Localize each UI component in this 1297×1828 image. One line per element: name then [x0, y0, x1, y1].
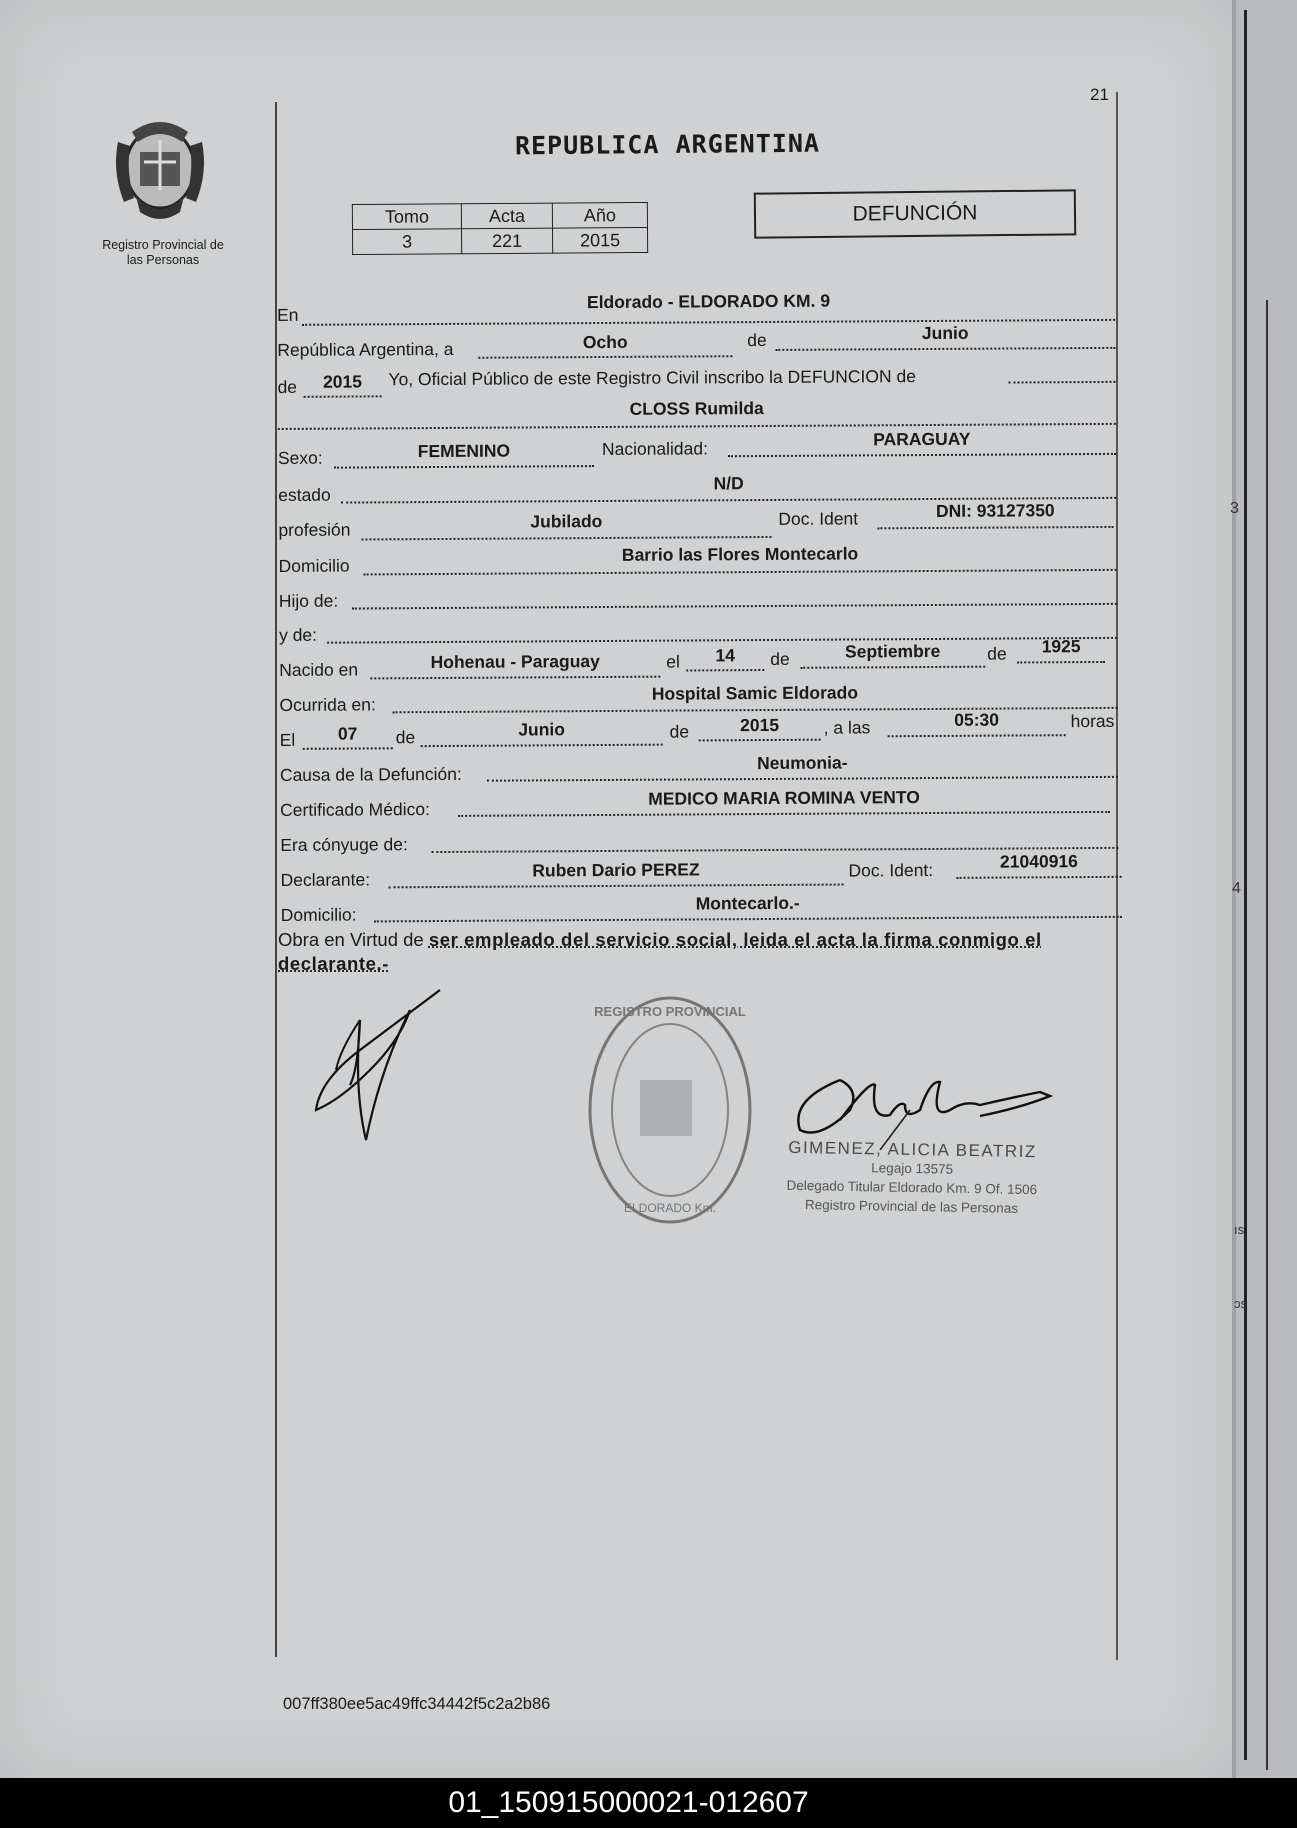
value-nac-dia: 14	[715, 645, 735, 666]
value-fallecido: CLOSS Rumilda	[629, 398, 764, 419]
label-profesion: profesión	[278, 519, 351, 540]
label-domicilio: Domicilio	[278, 555, 350, 576]
value-def-anio: 2015	[740, 714, 780, 736]
svg-text:ELDORADO Km.: ELDORADO Km.	[623, 1201, 717, 1215]
label-ocurrida-en: Ocurrida en:	[279, 694, 376, 715]
dotted-line	[389, 884, 844, 889]
document-hash: 007ff380ee5ac49ffc34442f5c2a2b86	[283, 1695, 551, 1713]
dotted-line	[374, 916, 1122, 923]
label-nacido-en: Nacido en	[279, 659, 359, 680]
value-nac-anio: 1925	[1041, 636, 1081, 657]
obra-prefix: Obra en Virtud de	[278, 929, 424, 950]
label-certificado: Certificado Médico:	[280, 799, 430, 820]
dotted-line	[364, 569, 1117, 576]
value-nac-mes: Septiembre	[844, 640, 941, 662]
dotted-line	[458, 811, 1110, 817]
value-def-mes: Junio	[518, 719, 566, 740]
value-def-dia: 07	[337, 723, 358, 744]
dotted-line	[352, 603, 1117, 610]
value-nacionalidad: PARAGUAY	[873, 428, 971, 450]
value-acta: 221	[462, 228, 553, 254]
label-sexo: Sexo:	[277, 447, 323, 468]
label-a-las: , a las	[823, 717, 871, 738]
official-cargo: Delegado Titular Eldorado Km. 9 Of. 1506	[786, 1177, 1038, 1198]
page-number: 21	[1090, 85, 1109, 104]
value-estado: N/D	[713, 473, 744, 494]
value-mes-registro: Junio	[921, 322, 969, 344]
label-inscribo: Yo, Oficial Público de este Registro Civil inscribo la DEFUNCION de	[388, 366, 917, 390]
label-de-year: de	[277, 376, 298, 397]
label-el-cap: El	[279, 729, 296, 750]
label-nacionalidad: Nacionalidad:	[601, 438, 709, 460]
label-domicilio-declarante: Domicilio:	[280, 904, 357, 925]
value-tomo: 3	[353, 229, 462, 255]
label-y-de: y de:	[278, 624, 318, 645]
value-anio: 2015	[552, 227, 647, 253]
label-doc-ident: Doc. Ident	[778, 508, 859, 529]
file-id: 01_150915000021-012607	[448, 1786, 809, 1819]
dotted-line	[877, 526, 1113, 529]
header-anio: Año	[552, 202, 647, 228]
record-type-box: DEFUNCIÓN	[754, 189, 1076, 238]
dotted-line	[686, 669, 764, 671]
official-registro: Registro Provincial de las Personas	[804, 1197, 1019, 1216]
dotted-line	[957, 876, 1122, 879]
dotted-line	[699, 739, 821, 742]
registry-seal-stamp	[580, 990, 760, 1230]
official-signature	[780, 1060, 1060, 1150]
declarant-signature	[300, 960, 460, 1150]
official-name: GIMENEZ, ALICIA BEATRIZ	[788, 1137, 1037, 1162]
label-hijo-de: Hijo de:	[278, 590, 339, 611]
dotted-line	[1009, 381, 1116, 384]
label-de: de	[987, 643, 1007, 664]
value-nacido-en: Hohenau - Paraguay	[430, 651, 600, 673]
dotted-line	[888, 734, 1066, 737]
value-profesion: Jubilado	[530, 511, 603, 532]
obra-text: ser empleado del servicio social, leida el acta la firma conmigo el declarante.-	[278, 929, 1042, 974]
label-doc-ident-declarante: Doc. Ident:	[848, 859, 934, 881]
value-conyuge	[431, 822, 1118, 826]
header-acta: Acta	[461, 203, 552, 229]
value-lugar: Eldorado - ELDORADO KM. 9	[586, 290, 831, 313]
value-certificado: MEDICO MARIA ROMINA VENTO	[648, 787, 920, 809]
label-el: el	[666, 651, 680, 672]
dotted-line	[304, 395, 382, 397]
dotted-line	[1017, 661, 1105, 664]
label-de: de	[669, 721, 690, 742]
edge-mark: ıs	[1234, 1222, 1245, 1237]
official-stamp	[761, 1137, 1062, 1218]
edge-mark: ɔs	[1234, 1296, 1247, 1311]
dotted-line	[487, 776, 1118, 782]
header-tomo: Tomo	[352, 204, 461, 230]
page-edge-line-2	[1266, 300, 1268, 1770]
dotted-line	[303, 747, 393, 750]
value-sexo: FEMENINO	[417, 440, 511, 462]
label-declarante: Declarante:	[280, 869, 371, 890]
dotted-line	[361, 536, 771, 541]
label-en: En	[277, 304, 299, 325]
label-estado: estado	[278, 484, 331, 505]
edge-mark: 4	[1232, 880, 1241, 897]
label-de: de	[395, 727, 416, 748]
registry-caption-line2: las Personas	[126, 253, 200, 267]
edge-mark: 3	[1230, 500, 1239, 517]
dotted-line	[478, 355, 732, 359]
page-edge-line	[1244, 10, 1247, 1760]
file-id-bar	[0, 1778, 1297, 1828]
value-declarante-doc: 21040916	[999, 851, 1078, 872]
dotted-line	[370, 676, 660, 680]
value-documento: DNI: 93127350	[935, 500, 1055, 521]
label-causa: Causa de la Defunción:	[279, 763, 462, 785]
value-def-hora: 05:30	[954, 709, 1000, 730]
label-conyuge: Era cónyuge de:	[280, 834, 408, 855]
dotted-line	[334, 465, 594, 469]
value-dia-registro: Ocho	[582, 331, 628, 353]
label-horas: horas	[1070, 710, 1115, 732]
label-de: de	[770, 648, 790, 669]
value-declarante: Ruben Dario PEREZ	[532, 859, 700, 881]
value-y-de	[327, 612, 1117, 617]
dotted-line	[728, 453, 1116, 457]
svg-text:REGISTRO PROVINCIAL: REGISTRO PROVINCIAL	[594, 1004, 746, 1019]
dotted-line	[421, 744, 663, 747]
dotted-line	[800, 666, 985, 669]
label-de: de	[747, 329, 767, 351]
value-ocurrida-en: Hospital Samic Eldorado	[651, 682, 859, 704]
registry-caption-line1: Registro Provincial de	[102, 238, 224, 252]
value-causa: Neumonia-	[757, 752, 848, 774]
value-declarante-domicilio: Montecarlo.-	[695, 892, 800, 914]
value-hijo-de	[352, 578, 1117, 583]
dotted-line	[775, 347, 1115, 351]
document-title: REPUBLICA ARGENTINA	[514, 128, 821, 161]
label-republica: República Argentina, a	[277, 338, 454, 360]
value-domicilio: Barrio las Flores Montecarlo	[621, 543, 859, 565]
official-legajo: Legajo 13575	[871, 1160, 954, 1177]
value-anio-registro: 2015	[322, 371, 363, 392]
